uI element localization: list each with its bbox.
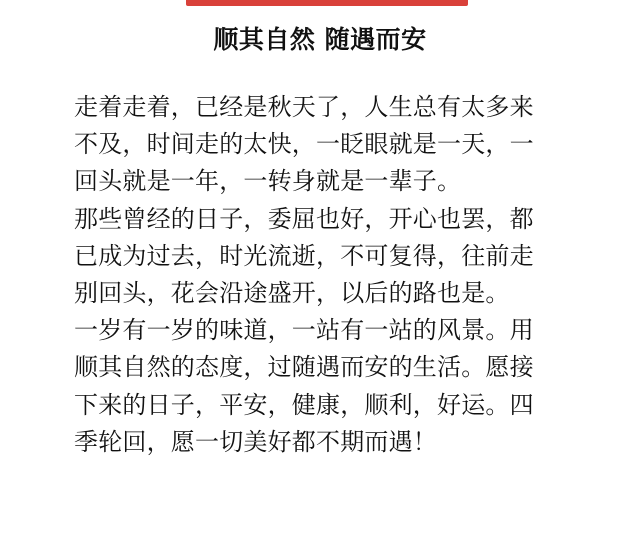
text-line: 别回头，花会沿途盛开，以后的路也是。 [74, 279, 510, 308]
text-line: 已成为过去，时光流逝，不可复得，往前走 [74, 241, 534, 270]
text-line: 那些曾经的日子，委屈也好，开心也罢，都 [74, 204, 534, 233]
subtitle: 顺其自然 随遇而安 [213, 25, 427, 54]
text-line: 不及，时间走的太快，一眨眼就是一天，一 [74, 130, 534, 159]
text-line: 一岁有一岁的味道，一站有一站的风景。用 [74, 316, 534, 345]
cropped-red-title [186, 0, 468, 6]
article-body [74, 89, 574, 461]
text-line: 顺其自然的态度，过随遇而安的生活。愿接 [74, 353, 534, 382]
text-line: 回头就是一年，一转身就是一辈子。 [74, 167, 462, 196]
text-line: 季轮回，愿一切美好都不期而遇！ [74, 427, 437, 456]
text-line: 走着走着，已经是秋天了，人生总有太多来 [74, 93, 534, 121]
text-line: 下来的日子，平安，健康，顺利，好运。四 [74, 390, 534, 419]
cropped-header [0, 0, 640, 10]
